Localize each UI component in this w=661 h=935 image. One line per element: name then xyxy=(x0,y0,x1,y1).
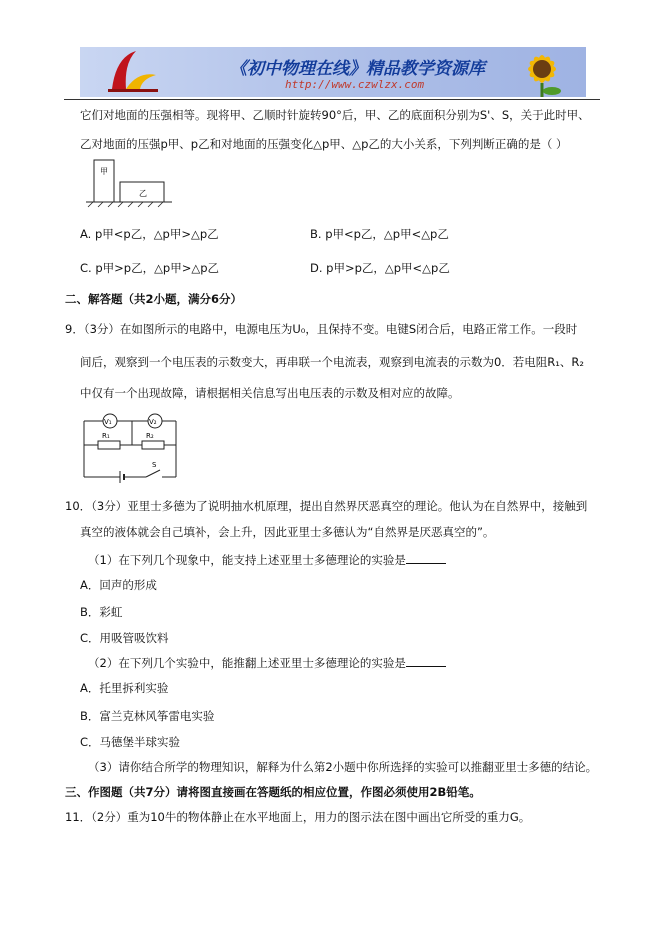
answer-blank xyxy=(406,554,446,564)
section-3-heading: 三、作图题（共7分）请将图直接画在答题纸的相应位置，作图必须使用2B铅笔。 xyxy=(65,785,481,799)
q10-sub2: （2）在下列几个实验中，能推翻上述亚里士多德理论的实验是 xyxy=(88,655,446,671)
q8-figure xyxy=(84,158,174,208)
q8-option-c: C. p甲>p乙，△p甲>△p乙 xyxy=(80,261,219,275)
banner-url: http://www.czwlzx.com xyxy=(285,78,425,91)
q9-line-3: 中仅有一个出现故障，请根据相关信息写出电压表的示数及相对应的故障。 xyxy=(80,386,460,400)
voltmeter-v2-label: V₂ xyxy=(149,418,157,426)
resistor-r1 xyxy=(98,441,120,449)
section-2-heading: 二、解答题（共2小题，满分6分） xyxy=(65,292,243,306)
q9-circuit-diagram xyxy=(80,405,220,483)
sunflower-icon xyxy=(502,47,582,97)
q10-sub2-option-b: B．富兰克林风筝雷电实验 xyxy=(80,709,215,723)
q8-figure-label-jia: 甲 xyxy=(100,167,108,176)
q8-option-d: D. p甲>p乙，△p甲<△p乙 xyxy=(310,261,450,275)
header-rule xyxy=(64,99,600,100)
q8-line-1: 它们对地面的压强相等。现将甲、乙顺时针旋转90°后，甲、乙的底面积分别为S'、S，关于此时甲、 xyxy=(80,108,590,122)
q9-line-1: 9．（3分）在如图所示的电路中，电源电压为U₀，且保持不变。电键S闭合后，电路正常工作。一段时 xyxy=(65,322,578,336)
logo-icon xyxy=(102,49,162,95)
q11-line-1: 11．（2分）重为10牛的物体静止在水平地面上，用力的图示法在图中画出它所受的重力G。 xyxy=(65,810,531,824)
q8-option-a: A. p甲<p乙，△p甲>△p乙 xyxy=(80,227,219,241)
resistor-r2-label: R₂ xyxy=(146,432,154,440)
switch-icon xyxy=(146,470,160,477)
resistor-r1-label: R₁ xyxy=(102,432,110,440)
switch-label: S xyxy=(152,461,157,469)
q10-line-2: 真空的液体就会自己填补，会上升，因此亚里士多德认为“自然界是厌恶真空的”。 xyxy=(80,525,495,539)
q10-sub2-option-c: C．马德堡半球实验 xyxy=(80,735,181,749)
q8-figure-label-yi: 乙 xyxy=(139,189,147,198)
ground-hatch xyxy=(88,202,163,207)
header-banner xyxy=(80,47,586,97)
q10-sub1-option-b: B．彩虹 xyxy=(80,605,123,619)
answer-blank xyxy=(406,657,446,667)
q8-line-2: 乙对地面的压强p甲、p乙和对地面的压强变化△p甲、△p乙的大小关系，下列判断正确的是（ ） xyxy=(80,137,568,151)
q10-line-1: 10．（3分）亚里士多德为了说明抽水机原理，提出自然界厌恶真空的理论。他认为在自然界中，接触到 xyxy=(65,499,588,513)
q9-line-2: 间后，观察到一个电压表的示数变大，再串联一个电流表，观察到电流表的示数为0．若电阻R₁、R₂ xyxy=(80,355,585,369)
voltmeter-v1-label: V₁ xyxy=(104,418,112,426)
q10-sub2-option-a: A．托里拆利实验 xyxy=(80,681,169,695)
q10-sub1-option-a: A．回声的形成 xyxy=(80,578,157,592)
q10-sub1: （1）在下列几个现象中，能支持上述亚里士多德理论的实验是 xyxy=(88,552,446,568)
banner-title: 《初中物理在线》精品教学资源库 xyxy=(230,59,485,79)
q10-sub1-option-c: C．用吸管吸饮料 xyxy=(80,631,169,645)
q10-sub3: （3）请你结合所学的物理知识，解释为什么第2小题中你所选择的实验可以推翻亚里士多德的结论。 xyxy=(88,760,598,774)
q8-option-b: B. p甲<p乙，△p甲<△p乙 xyxy=(310,227,449,241)
resistor-r2 xyxy=(142,441,164,449)
